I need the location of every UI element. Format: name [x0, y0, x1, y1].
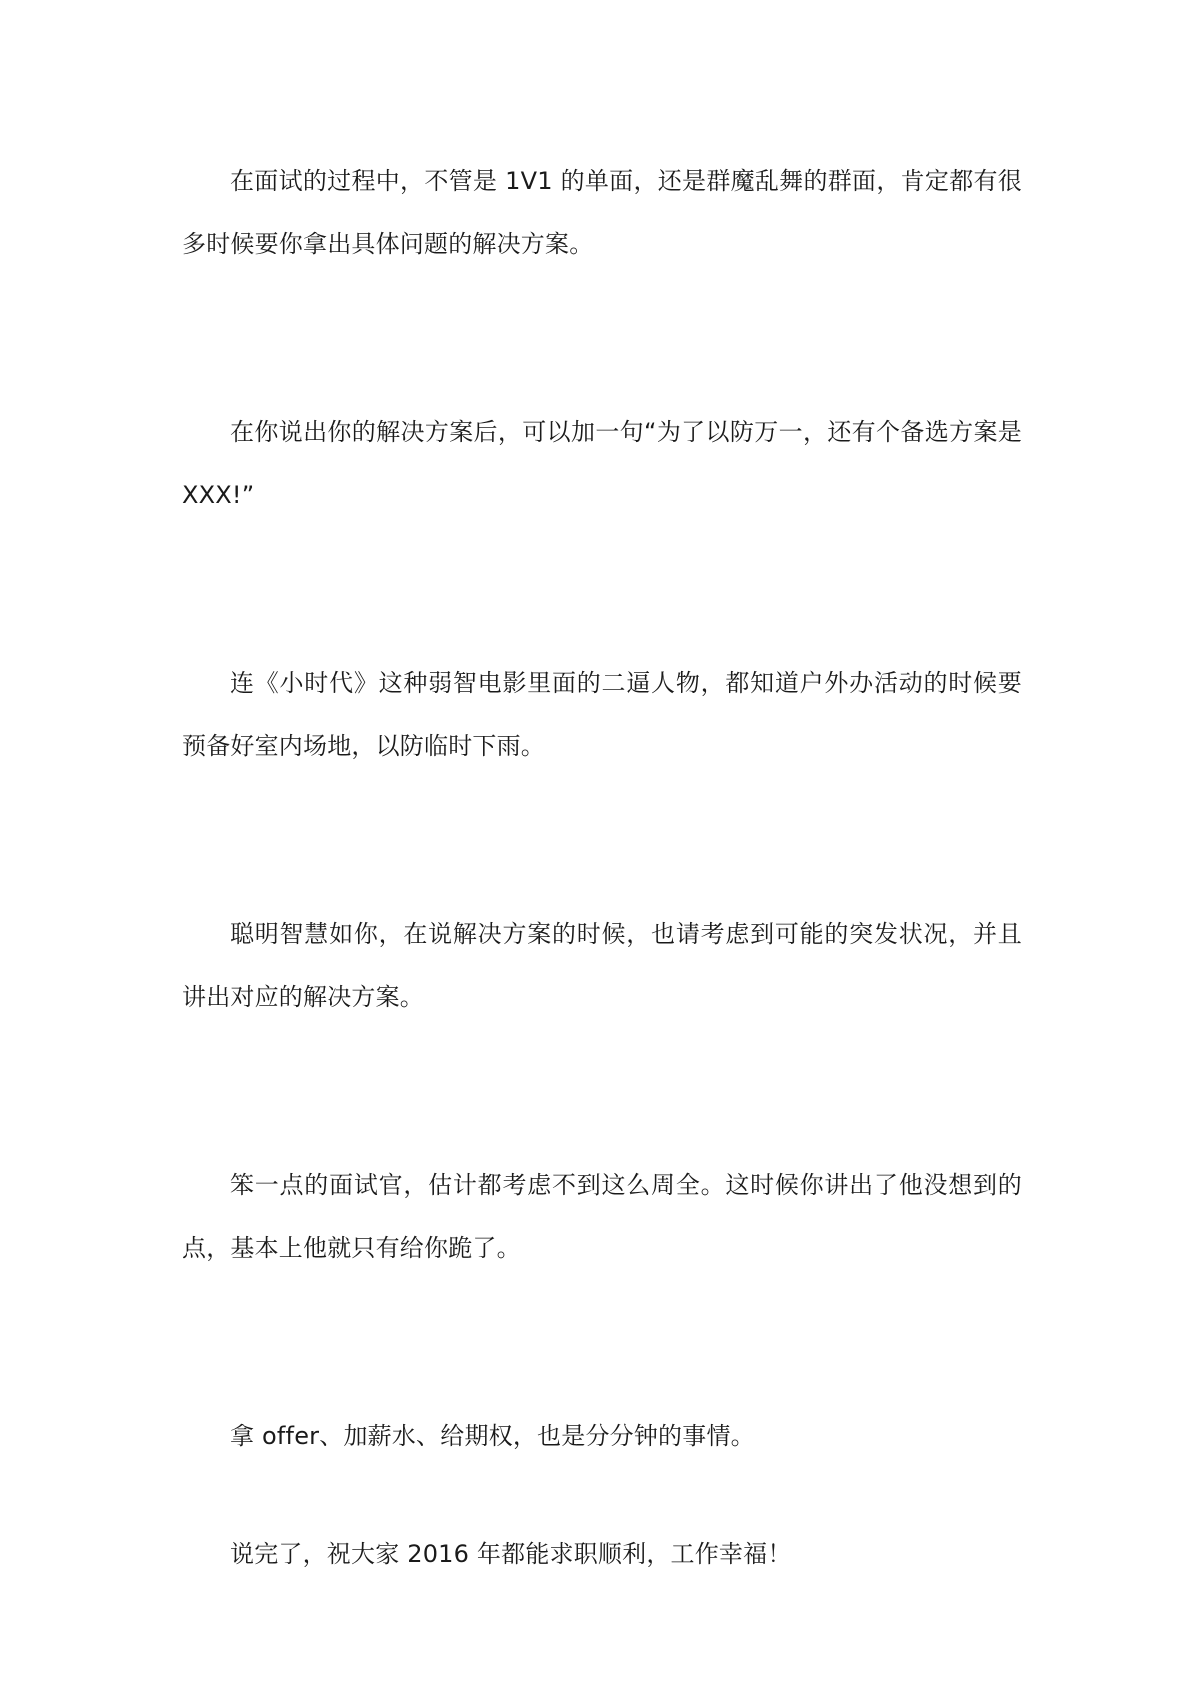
- paragraph-3: 连《小时代》这种弱智电影里面的二逼人物，都知道户外办活动的时候要预备好室内场地，以防临时下雨。: [182, 669, 1022, 760]
- document-body: [182, 150, 1022, 1641]
- paragraph-1: 在面试的过程中，不管是 1V1 的单面，还是群魔乱舞的群面，肯定都有很多时候要你拿出具体问题的解决方案。: [182, 167, 1022, 258]
- paragraph-6: 拿 offer、加薪水、给期权，也是分分钟的事情。: [230, 1422, 755, 1450]
- paragraph-7: 说完了，祝大家 2016 年都能求职顺利，工作幸福！: [230, 1540, 792, 1568]
- paragraph-4: 聪明智慧如你，在说解决方案的时候，也请考虑到可能的突发状况，并且讲出对应的解决方案。: [182, 920, 1022, 1011]
- paragraph-5: 笨一点的面试官，估计都考虑不到这么周全。这时候你讲出了他没想到的点，基本上他就只有给你跪了。: [182, 1171, 1022, 1262]
- paragraph-2: 在你说出你的解决方案后，可以加一句“为了以防万一，还有个备选方案是 XXX!”: [182, 418, 1022, 509]
